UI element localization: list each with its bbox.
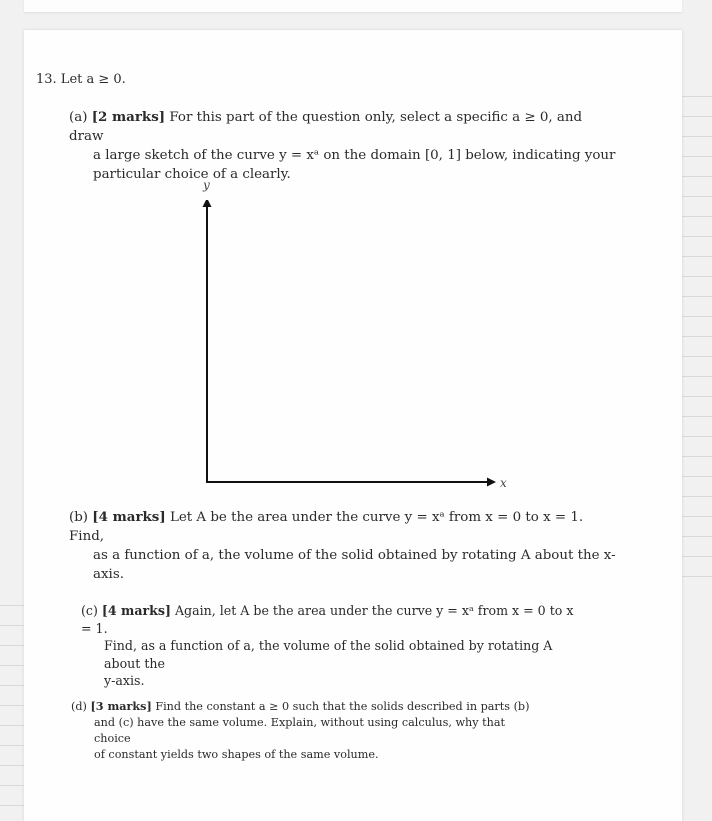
- y-axis-label: y: [203, 178, 210, 192]
- part-d-text-1: Find the constant a ≥ 0 such that the solids described in parts (b): [155, 700, 530, 713]
- x-axis-arrow: [487, 478, 496, 487]
- part-d-text-2: and (c) have the same volume. Explain, without using calculus, why that choice: [94, 716, 505, 745]
- part-c-text-1: Again, let A be the area under the curve y = xᵃ from x = 0 to x = 1.: [81, 603, 574, 636]
- part-a-label: (a): [69, 110, 88, 125]
- exam-page: [24, 30, 682, 821]
- part-c-label: (c): [81, 603, 98, 618]
- part-a-text-2: a large sketch of the curve y = xᵃ on the domain [0, 1] below, indicating your: [93, 148, 616, 163]
- part-d: [71, 698, 541, 763]
- part-c-line1: [81, 602, 581, 637]
- part-c-marks: [4 marks]: [101, 603, 171, 618]
- part-a: [69, 108, 617, 184]
- part-b-line1: [69, 508, 617, 546]
- part-c-text-3: y-axis.: [104, 673, 145, 688]
- part-b-marks: [4 marks]: [92, 509, 166, 525]
- part-d-label: (d): [71, 700, 87, 713]
- part-b-text-2: as a function of a, the volume of the solid obtained by rotating A about the x-axis.: [93, 548, 616, 582]
- sketch-axes: [194, 178, 524, 520]
- part-a-text-1: For this part of the question only, select a specific a ≥ 0, and draw: [69, 110, 583, 144]
- previous-page-edge: [24, 0, 682, 12]
- question-title: 13. Let a ≥ 0.: [36, 72, 126, 87]
- x-axis-label: x: [500, 476, 507, 490]
- y-axis-arrow: [203, 200, 212, 207]
- background-lined-paper-left: [0, 0, 24, 821]
- part-d-line1: [71, 698, 541, 715]
- part-c-text-2: Find, as a function of a, the volume of the solid obtained by rotating A about the: [104, 638, 553, 671]
- part-b: [69, 508, 617, 584]
- part-b-label: (b): [69, 510, 89, 525]
- part-a-line1: [69, 108, 617, 146]
- part-d-marks: [3 marks]: [90, 699, 152, 713]
- part-a-marks: [2 marks]: [91, 109, 166, 125]
- part-a-text-3: particular choice of a clearly.: [93, 167, 291, 182]
- axes-svg: [194, 200, 514, 500]
- part-d-text-3: of constant yields two shapes of the same volume.: [94, 748, 379, 761]
- part-c: [81, 602, 581, 690]
- part-b-text-1: Let A be the area under the curve y = xᵃ from x = 0 to x = 1. Find,: [69, 510, 584, 544]
